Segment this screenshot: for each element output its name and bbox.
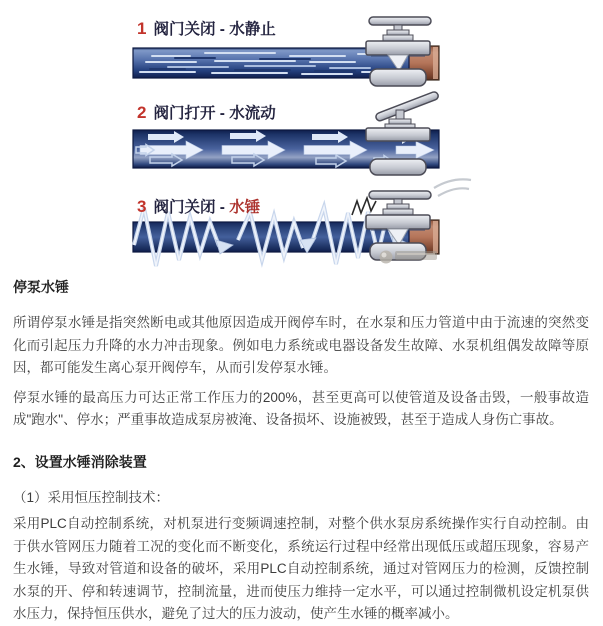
- section-heading-pump-stop: 停泵水锤: [13, 279, 69, 295]
- paragraph-definition: 所谓停泵水锤是指突然断电或其他原因造成开阀停车时，在水泵和压力管道中由于流速的突然变化而引起压力升降的水力冲击现象。例如电力系统或电器设备发生故障、水泵机组偶发故障等原因，都可能发生离心泵开阀停车，从而引发停泵水锤。: [13, 315, 589, 375]
- water-hammer-figure: [0, 0, 603, 272]
- article-body: [0, 279, 603, 626]
- paragraph-plc-control: 采用PLC自动控制系统，对机泵进行变频调速控制，对整个供水泵房系统操作实行自动控制。由于供水管网压力随着工况的变化而不断变化，系统运行过程中经常出现低压或超压现象，容易产生水锤，导致对管道和设备的破坏，采用PLC自动控制系统，通过对管网压力的检测，反馈控制水泵的开、停和转速调节，控制流量，进而使压力维持一定水平，可以通过控制微机设定机泵供水压力，保持恒压供水，避免了过大的压力波动，使产生水锤的概率减小。: [13, 516, 589, 621]
- valve-handle-open: [375, 91, 439, 122]
- valve-top-flange: [366, 128, 430, 141]
- diagram-panel-2: [133, 91, 439, 175]
- valve-bottom-flange: [370, 159, 426, 175]
- paragraph-consequences: 停泵水锤的最高压力可达正常工作压力的200%，甚至更高可以使管道及设备击毁，一般事故造成"跑水"、停水；严重事故造成泵房被淹、设备损坏、设施被毁，甚至于造成人身伤亡事故。: [13, 389, 589, 427]
- watermark-logo: [380, 251, 438, 264]
- diagram-panel-1: [133, 17, 439, 86]
- impact-burst: [352, 198, 376, 215]
- panel-caption-1: 1 阀门关闭 - 水静止: [137, 19, 276, 38]
- handle-motion-lines: [434, 179, 471, 196]
- section-heading-elimination: 2、设置水锤消除装置: [13, 453, 147, 470]
- subheading-constant-pressure: （1）采用恒压控制技术：: [13, 489, 170, 505]
- water-hammer-diagram: [0, 0, 603, 272]
- diagram-panel-3: [133, 179, 471, 266]
- panel-caption-2: 2 阀门打开 - 水流动: [137, 103, 276, 122]
- panel-caption-3: 3 阀门关闭 - 水锤: [137, 197, 261, 216]
